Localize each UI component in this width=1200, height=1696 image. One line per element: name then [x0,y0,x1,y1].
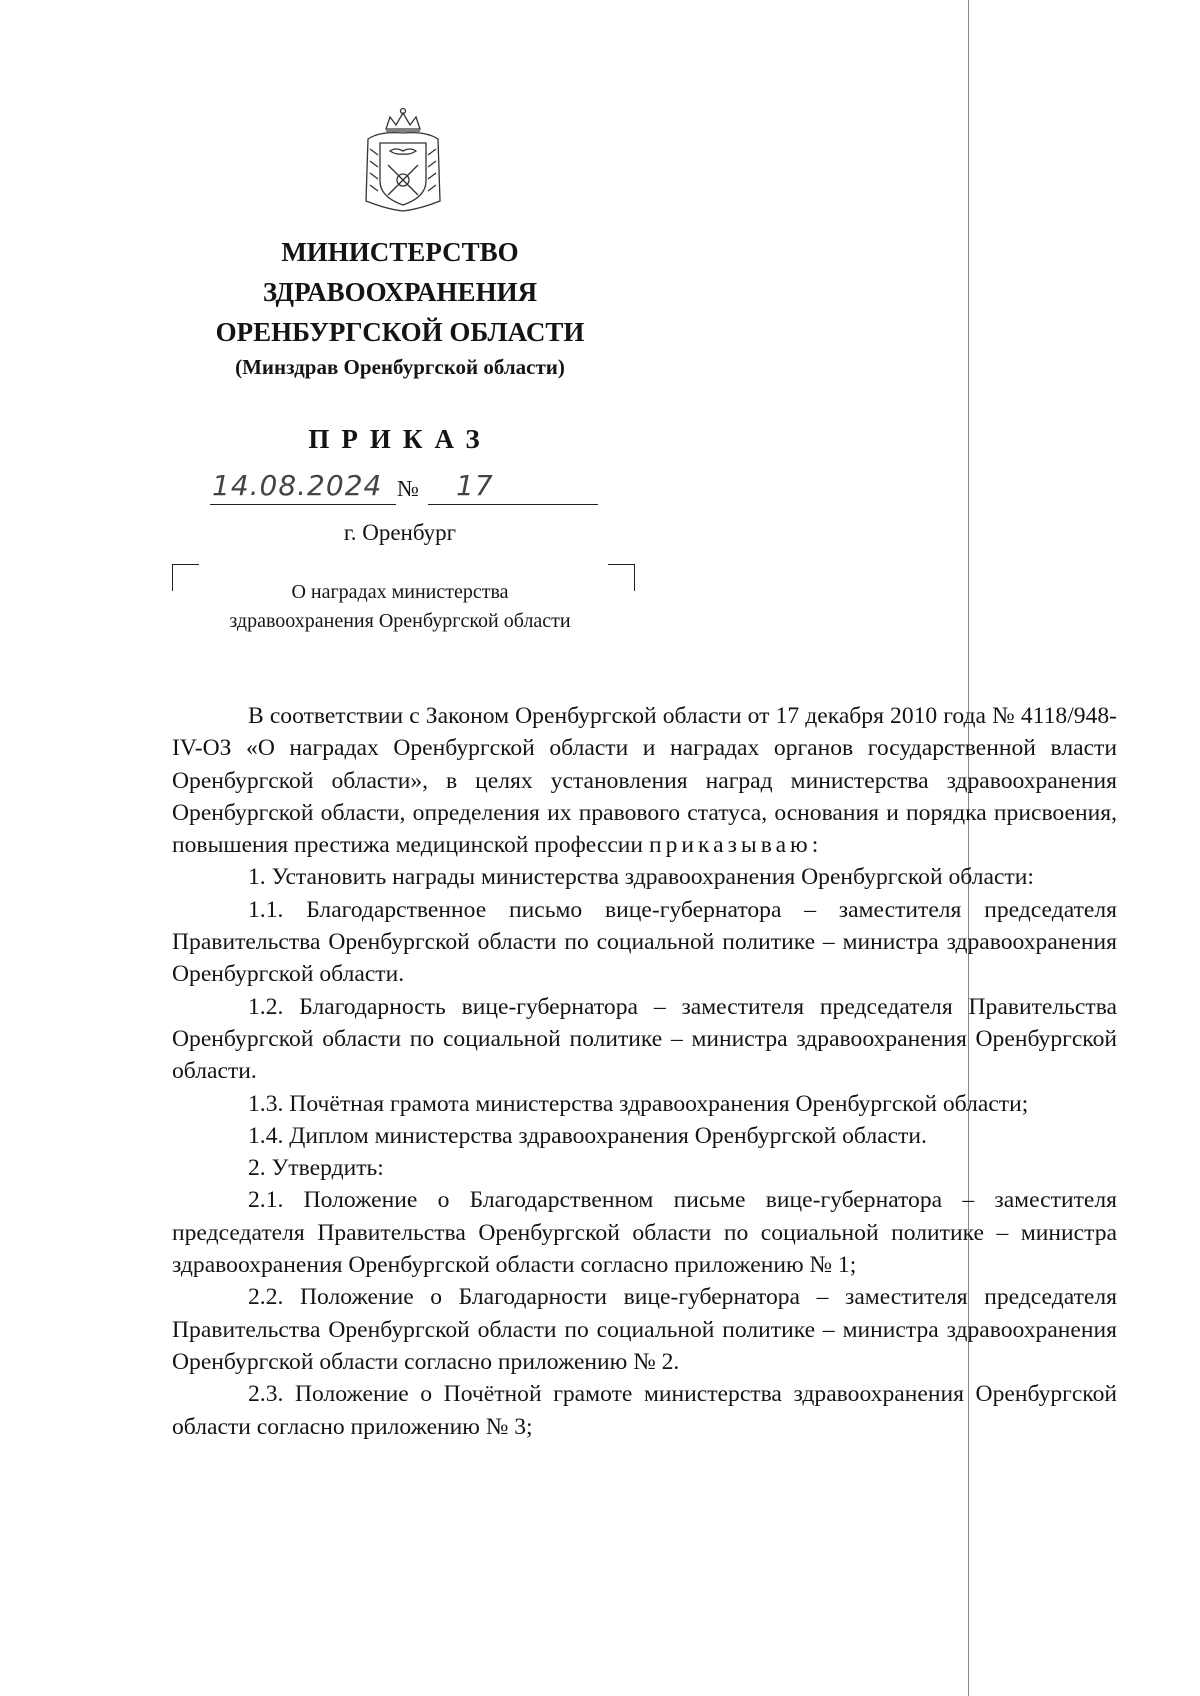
document-subject [160,578,640,636]
body-text [172,700,1117,1443]
handwritten-number: 17 [456,469,494,502]
paragraph-item: 1. Установить награды министерства здравоохранения Оренбургской области: [248,864,1034,891]
paragraph-item: 1.4. Диплом министерства здравоохранения Оренбургской области. [248,1122,927,1149]
order-word: приказываю [648,832,812,859]
paragraph-item: 1.3. Почётная грамота министерства здравоохранения Оренбургской области; [248,1090,1029,1117]
preamble-paragraph [172,700,1117,861]
paragraph-item: 2.1. Положение о Благодарственном письме вице-губернатора – заместителя председателя Правительства Оренбургской области по социальной политике – министра здравоохранения Оренбургской области согласно приложению № 1; [172,1187,1117,1279]
paragraph-item: 1.1. Благодарственное письмо вице-губернатора – заместителя председателя Правительства Оренбургской области по социальной политике – министра здравоохранения Оренбургской области. [172,896,1117,988]
subject-line1: О наградах министерства [291,581,509,603]
number-field [428,468,598,505]
org-short-name: (Минздрав Оренбургской области) [235,355,565,379]
subject-line2: здравоохранения Оренбургской области [229,610,571,632]
paragraph-item: 2.3. Положение о Почётной грамоте министерства здравоохранения Оренбургской области согласно приложению № 3; [172,1381,1117,1440]
city: г. Оренбург [343,520,457,545]
preamble-end: : [811,832,819,859]
date-field [210,468,396,505]
ministry-header [160,232,640,382]
number-sign: № [397,476,419,501]
document-type: ПРИКАЗ [308,424,492,454]
paragraph-item: 1.2. Благодарность вице-губернатора – заместителя председателя Правительства Оренбургской области по социальной политике – министра здравоохранения Оренбургской области. [172,993,1117,1085]
paragraph-item: 2.2. Положение о Благодарности вице-губернатора – заместителя председателя Правительства Оренбургской области по социальной политике – министра здравоохранения Оренбургской области согласно приложению № 2. [172,1284,1117,1375]
paragraph-item: 2. Утвердить: [248,1155,384,1182]
org-name-line3: ОРЕНБУРГСКОЙ ОБЛАСТИ [215,317,585,347]
preamble-text: В соответствии с Законом Оренбургской области от 17 декабря 2010 года № 4118/948-IV-ОЗ «О наградах Оренбургской области и наградах органов государственной власти Оренбургской области», в целях установления наград министерства здравоохранения Оренбургской области, определения их правового статуса, основания и порядка присвоения, повышения престижа медицинской профессии [172,703,1117,859]
handwritten-date: 14.08.2024 [212,469,383,502]
coat-of-arms-icon [360,105,446,215]
org-name-line1: МИНИСТЕРСТВО [281,237,519,267]
org-name-line2: ЗДРАВООХРАНЕНИЯ [262,277,538,307]
